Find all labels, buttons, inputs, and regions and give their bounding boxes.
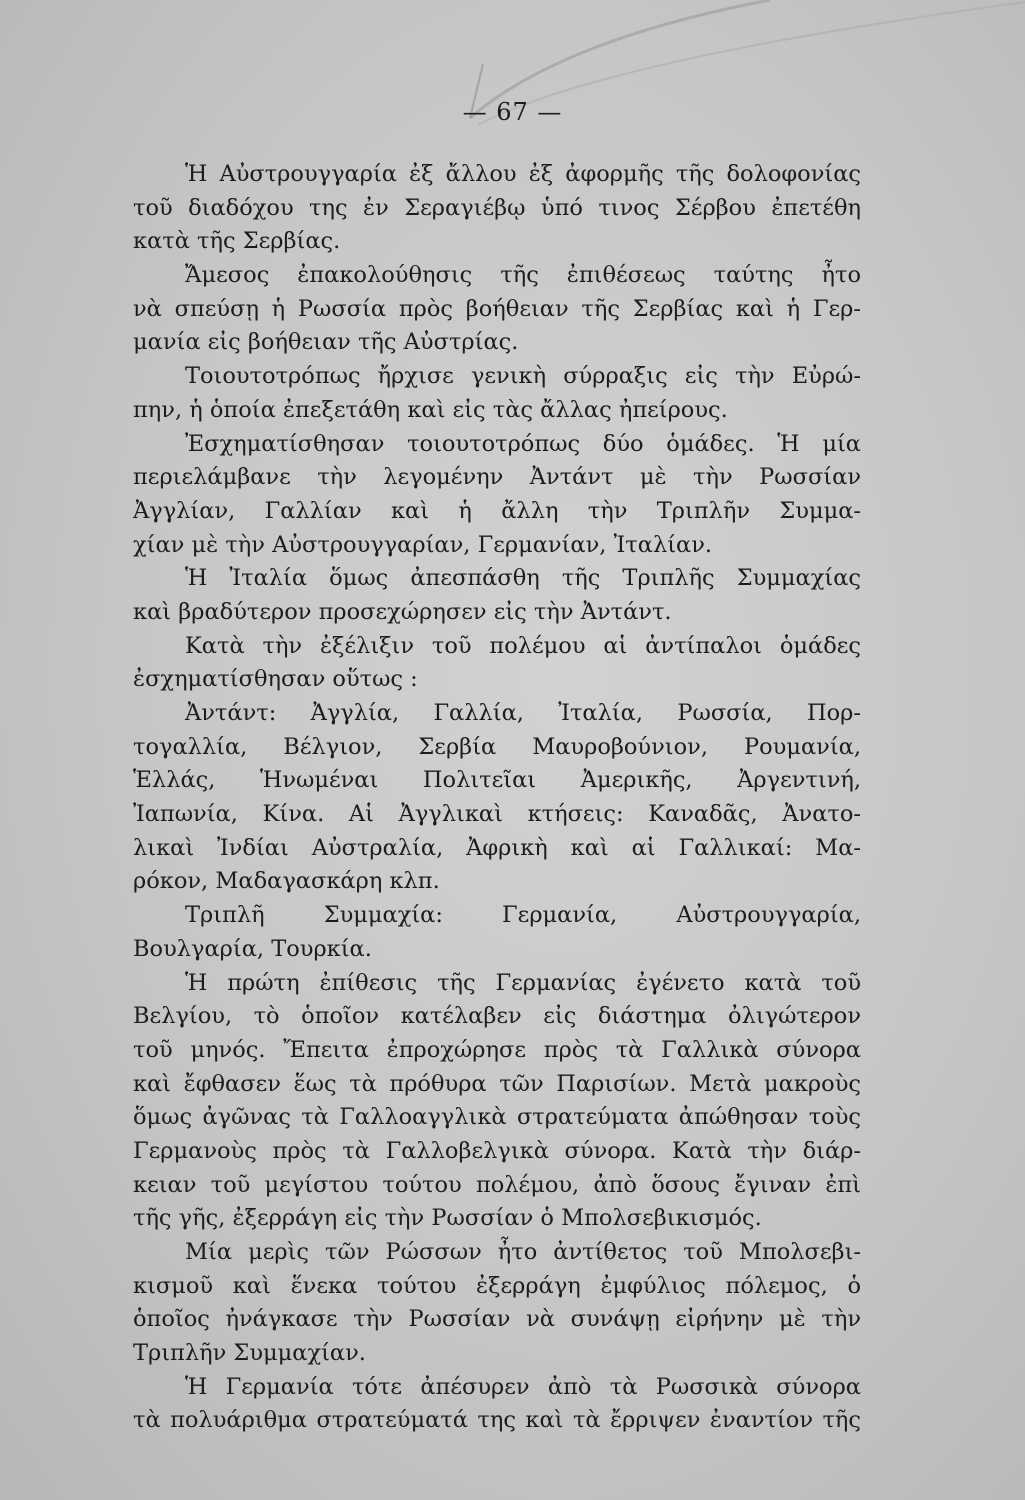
text-line: λικαὶ Ἰνδίαι Αὐστραλία, Ἀφρικὴ καὶ αἱ Γαλλικαί: Μα- xyxy=(133,834,861,861)
text-line: κατὰ τῆς Σερβίας. xyxy=(133,228,341,255)
text-line: Ἰαπωνία, Κίνα. Αἱ Ἀγγλικαὶ κτήσεις: Καναδᾶς, Ἀνατο- xyxy=(133,801,861,828)
text-line: Βελγίου, τὸ ὁποῖον κατέλαβεν εἰς διάστημα ὀλιγώτερον xyxy=(133,1003,861,1030)
text-line: Ἡ Γερμανία τότε ἀπέσυρεν ἀπὸ τὰ Ρωσσικὰ σύνορα xyxy=(185,1373,861,1400)
text-line: πην, ἡ ὁποία ἐπεξετάθη καὶ εἰς τὰς ἄλλας ἠπείρους. xyxy=(133,396,728,423)
text-line: χίαν μὲ τὴν Αὐστρουγγαρίαν, Γερμανίαν, Ἰταλίαν. xyxy=(133,531,713,558)
body-text xyxy=(133,158,861,1438)
text-line: νὰ σπεύσῃ ἡ Ρωσσία πρὸς βοήθειαν τῆς Σερβίας καὶ ἡ Γερ- xyxy=(133,295,861,322)
text-line: Ἄμεσος ἐπακολούθησις τῆς ἐπιθέσεως ταύτης ἦτο xyxy=(185,262,861,289)
text-line: Μία μερὶς τῶν Ρώσσων ἦτο ἀντίθετος τοῦ Μπολσεβι- xyxy=(185,1239,861,1265)
text-line: τοῦ μηνός. Ἔπειτα ἐπροχώρησε πρὸς τὰ Γαλλικὰ σύνορα xyxy=(133,1036,861,1063)
text-line: μανία εἰς βοήθειαν τῆς Αὐστρίας. xyxy=(133,329,519,356)
text-line: Κατὰ τὴν ἐξέλιξιν τοῦ πολέμου αἱ ἀντίπαλοι ὁμάδες xyxy=(185,632,861,659)
text-line: Ἀγγλίαν, Γαλλίαν καὶ ἡ ἄλλη τὴν Τριπλῆν Συμμα- xyxy=(133,497,861,524)
text-line: καὶ βραδύτερον προσεχώρησεν εἰς τὴν Ἀντάντ. xyxy=(133,598,672,625)
text-line: ρόκον, Μαδαγασκάρη κλπ. xyxy=(133,868,440,895)
text-line: ὅμως ἀγῶνας τὰ Γαλλοαγγλικὰ στρατεύματα ἀπώθησαν τοὺς xyxy=(133,1104,861,1131)
text-line: τῆς γῆς, ἐξερράγη εἰς τὴν Ρωσσίαν ὁ Μπολσεβικισμός. xyxy=(133,1205,762,1232)
text-line: Γερμανοὺς πρὸς τὰ Γαλλοβελγικὰ σύνορα. Κατὰ τὴν διάρ- xyxy=(133,1137,861,1164)
text-line: Ἡ Αὐστρουγγαρία ἐξ ἄλλου ἐξ ἀφορμῆς τῆς δολοφονίας xyxy=(185,161,861,187)
text-line: Τριπλῆν Συμμαχίαν. xyxy=(133,1340,366,1367)
text-line: Ἐσχηματίσθησαν τοιουτοτρόπως δύο ὁμάδες. Ἡ μία xyxy=(185,430,861,457)
text-line: κειαν τοῦ μεγίστου τούτου πολέμου, ἀπὸ ὅσους ἔγιναν ἐπὶ xyxy=(133,1171,861,1198)
text-line: τογαλλία, Βέλγιον, Σερβία Μαυροβούνιον, Ρουμανία, xyxy=(133,733,861,760)
text-line: καὶ ἔφθασεν ἕως τὰ πρόθυρα τῶν Παρισίων. Μετὰ μακροὺς xyxy=(133,1070,861,1097)
text-line: κισμοῦ καὶ ἕνεκα τούτου ἐξερράγη ἐμφύλιος πόλεμος, ὁ xyxy=(133,1272,861,1299)
text-line: ἐσχηματίσθησαν οὕτως : xyxy=(133,666,418,693)
text-line: Βουλγαρία, Τουρκία. xyxy=(133,935,372,962)
text-line: Τοιουτοτρόπως ἤρχισε γενικὴ σύρραξις εἰς τὴν Εὐρώ- xyxy=(185,363,861,390)
text-line: Ἑλλάς, Ἡνωμέναι Πολιτεῖαι Ἀμερικῆς, Ἀργεντινή, xyxy=(133,767,861,794)
text-line: τὰ πολυάριθμα στρατεύματά της καὶ τὰ ἔρριψεν ἐναντίον τῆς xyxy=(133,1407,861,1434)
text-line: Ἡ πρώτη ἐπίθεσις τῆς Γερμανίας ἐγένετο κατὰ τοῦ xyxy=(185,969,861,996)
text-line: ὁποῖος ἠνάγκασε τὴν Ρωσσίαν νὰ συνάψῃ εἰρήνην μὲ τὴν xyxy=(133,1306,861,1333)
text-line: Τριπλῆ Συμμαχία: Γερμανία, Αὐστρουγγαρία, xyxy=(185,902,861,929)
text-line: περιελάμβανε τὴν λεγομένην Ἀντάντ μὲ τὴν Ρωσσίαν xyxy=(133,464,861,491)
page-number: — 67 — xyxy=(462,98,563,126)
text-line: Ἀντάντ: Ἀγγλία, Γαλλία, Ἰταλία, Ρωσσία, Πορ- xyxy=(185,700,861,726)
text-line: τοῦ διαδόχου της ἐν Σεραγιέβῳ ὑπό τινος Σέρβου ἐπετέθη xyxy=(133,194,861,221)
text-line: Ἡ Ἰταλία ὅμως ἀπεσπάσθη τῆς Τριπλῆς Συμμαχίας xyxy=(185,565,861,592)
